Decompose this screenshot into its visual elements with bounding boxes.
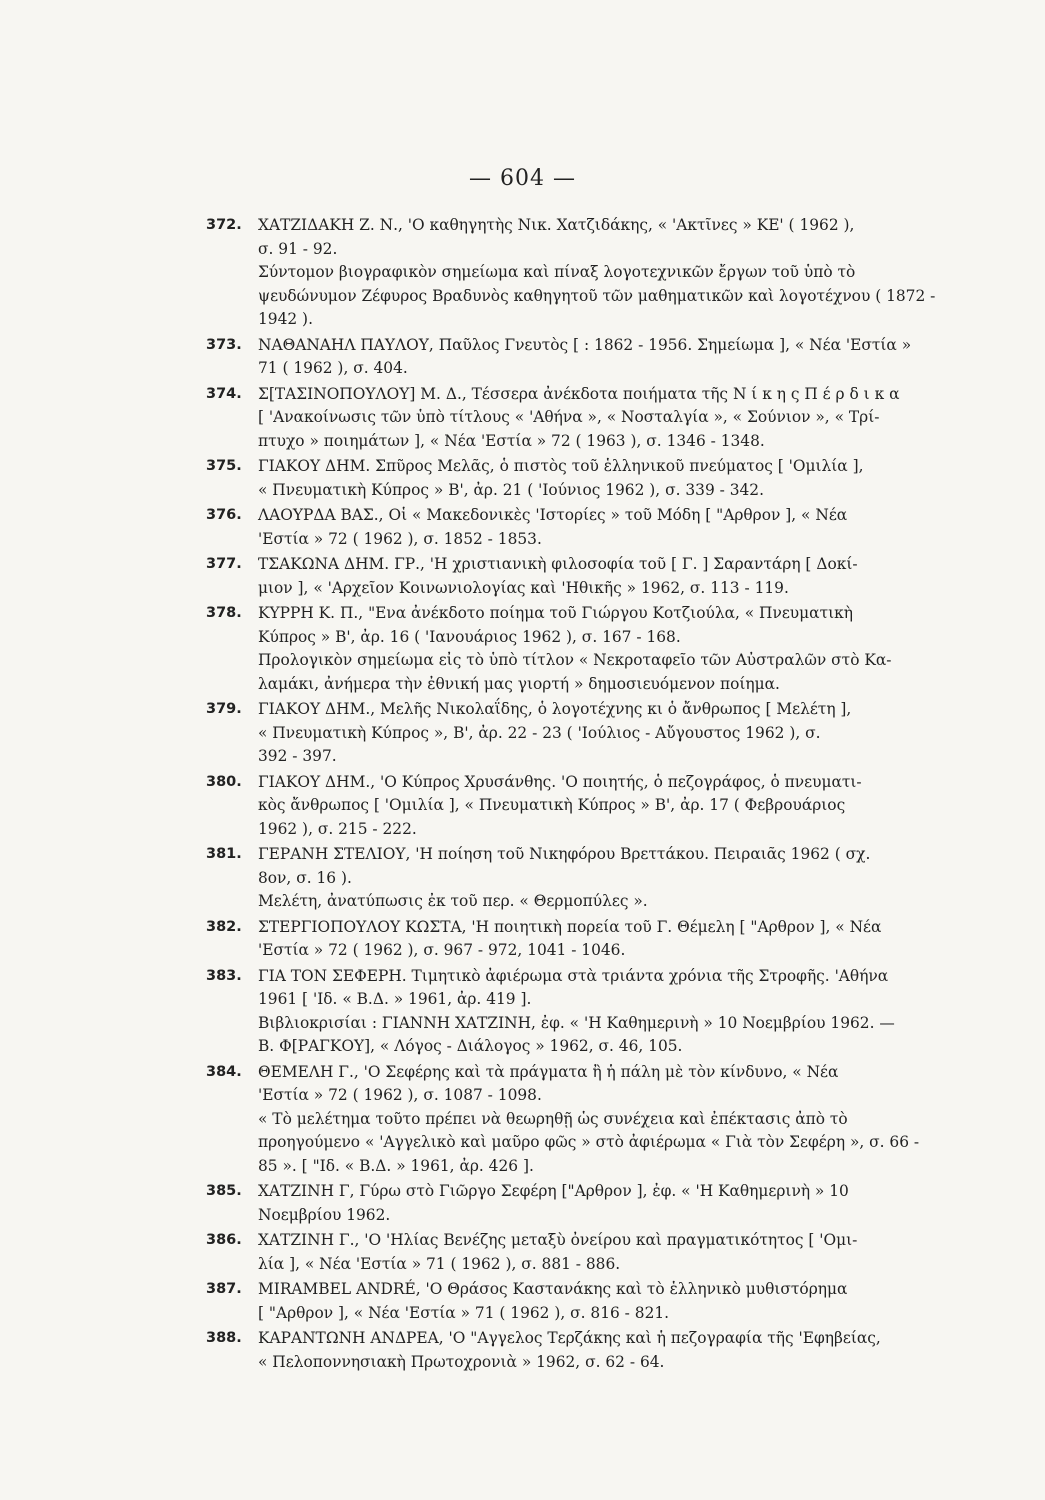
bibliography-entry: [206, 698, 928, 769]
entry-number: 375.: [206, 458, 242, 474]
bibliography-entry: [206, 843, 928, 914]
bibliography-list: [206, 214, 936, 1376]
entry-text-line: ΧΑΤΖΙΔΑΚΗ Ζ. Ν., 'Ο καθηγητὴς Νικ. Χατζιδάκης, « 'Ακτῖνες » ΚΕ' ( 1962 ),: [258, 216, 855, 234]
entry-text-line: ΛΑΟΥΡΔΑ ΒΑΣ., Οἱ « Μακεδονικὲς 'Ιστορίες » τοῦ Μόδη [ "Αρθρον ], « Νέα: [258, 506, 848, 524]
entry-text-line: μιον ], « 'Αρχεῖον Κοινωνιολογίας καὶ 'Ηθικῆς » 1962, σ. 113 - 119.: [258, 578, 789, 597]
entry-text-line: ΓΙΑ ΤΟΝ ΣΕΦΕΡΗ. Τιμητικὸ ἀφιέρωμα στὰ τριάντα χρόνια τῆς Στροφῆς. 'Αθήνα: [258, 966, 889, 985]
entry-text-line: σ. 91 - 92.: [258, 239, 338, 258]
entry-text-line: ΚΥΡΡΗ Κ. Π., "Ενα ἀνέκδοτο ποίημα τοῦ Γιώργου Κοτζιούλα, « Πνευματικὴ: [258, 604, 853, 622]
bibliography-entry: [206, 916, 928, 963]
bibliography-entry: [206, 602, 928, 696]
entry-number: 372.: [206, 217, 242, 233]
bibliography-entry: [206, 455, 928, 502]
bibliography-entry: [206, 214, 936, 332]
entry-text-line: MIRAMBEL ANDRÉ, 'Ο Θράσος Καστανάκης καὶ τὸ ἑλληνικὸ μυθιστόρημα: [258, 1280, 848, 1298]
entry-text-line: Σύντομον βιογραφικὸν σημείωμα καὶ πίναξ λογοτεχνικῶν ἔργων τοῦ ὑπὸ τὸ: [258, 263, 856, 281]
page-number: — 604 —: [469, 166, 576, 191]
entry-text-line: λαμάκι, ἀνήμερα τὴν ἐθνική μας γιορτή » δημοσιευόμενον ποίημα.: [258, 674, 780, 693]
entry-text-line: « Πνευματικὴ Κύπρος », Β', ἀρ. 22 - 23 ( 'Ιούλιος - Αὔγουστος 1962 ), σ.: [258, 723, 821, 742]
entry-text-line: [ 'Ανακοίνωσις τῶν ὑπὸ τίτλους « 'Αθήνα », « Νοσταλγία », « Σούνιον », « Τρί-: [258, 408, 880, 426]
entry-text-line: πτυχο » ποιημάτων ], « Νέα 'Εστία » 72 ( 1963 ), σ. 1346 - 1348.: [258, 431, 765, 450]
entry-text-line: 1961 [ 'Ιδ. « Β.Δ. » 1961, ἀρ. 419 ].: [258, 990, 532, 1008]
entry-number: 380.: [206, 773, 242, 790]
entry-text-line: ΓΙΑΚΟΥ ΔΗΜ. Σπῦρος Μελᾶς, ὁ πιστὸς τοῦ ἑλληνικοῦ πνεύματος [ 'Ομιλία ],: [258, 457, 864, 475]
bibliography-entry: [206, 504, 928, 551]
bibliography-entry: [206, 553, 928, 600]
entry-number: 373.: [206, 336, 242, 353]
entry-number: 388.: [206, 1330, 242, 1346]
entry-text-line: ΓΕΡΑΝΗ ΣΤΕΛΙΟΥ, 'Η ποίηση τοῦ Νικηφόρου Βρεττάκου. Πειραιᾶς 1962 ( σχ.: [258, 845, 871, 863]
bibliography-entry: [206, 1061, 928, 1179]
bibliography-entry: [206, 965, 928, 1059]
entry-number: 378.: [206, 605, 242, 621]
entry-text-line: [ "Αρθρον ], « Νέα 'Εστία » 71 ( 1962 ), σ. 816 - 821.: [258, 1303, 670, 1322]
bibliography-entry: [206, 383, 928, 454]
entry-text-line: 'Εστία » 72 ( 1962 ), σ. 967 - 972, 1041 - 1046.: [258, 941, 626, 959]
entry-number: 387.: [206, 1281, 242, 1297]
bibliography-entry: [206, 334, 928, 381]
entry-text-line: ΧΑΤΖΙΝΗ Γ, Γύρω στὸ Γιῶργο Σεφέρη ["Αρθρον ], ἐφ. « 'Η Καθημερινὴ » 10: [258, 1182, 849, 1200]
entry-number: 385.: [206, 1183, 242, 1199]
entry-text-line: 8ον, σ. 16 ).: [258, 868, 352, 887]
entry-text-line: 'Εστία » 72 ( 1962 ), σ. 1087 - 1098.: [258, 1086, 542, 1104]
entry-text-line: Νοεμβρίου 1962.: [258, 1205, 391, 1224]
entry-number: 376.: [206, 507, 242, 523]
entry-text-line: 71 ( 1962 ), σ. 404.: [258, 359, 408, 377]
bibliography-entry: [206, 1278, 928, 1325]
bibliography-entry: [206, 771, 928, 842]
entry-text-line: Κύπρος » Β', ἀρ. 16 ( 'Ιανουάριος 1962 ), σ. 167 - 168.: [258, 627, 681, 646]
bibliography-entry: [206, 1229, 928, 1276]
entry-text-line: « Πνευματικὴ Κύπρος » Β', ἀρ. 21 ( 'Ιούνιος 1962 ), σ. 339 - 342.: [258, 480, 764, 499]
entry-text-line: 1962 ), σ. 215 - 222.: [258, 819, 417, 838]
entry-text-line: ΘΕΜΕΛΗ Γ., 'Ο Σεφέρης καὶ τὰ πράγματα ἢ ἡ πάλη μὲ τὸν κίνδυνο, « Νέα: [258, 1062, 839, 1081]
entry-number: 379.: [206, 701, 242, 717]
entry-text-line: 85 ». [ "Ιδ. « Β.Δ. » 1961, ἀρ. 426 ].: [258, 1156, 534, 1175]
entry-number: 384.: [206, 1063, 242, 1080]
entry-text-line: ψευδώνυμον Ζέφυρος Βραδυνὸς καθηγητοῦ τῶν μαθηματικῶν καὶ λογοτέχνου ( 1872 -: [258, 286, 936, 305]
entry-text-line: 392 - 397.: [258, 747, 337, 765]
entry-text-line: Μελέτη, ἀνατύπωσις ἐκ τοῦ περ. « Θερμοπύλες ».: [258, 892, 648, 910]
entry-text-line: κὸς ἄνθρωπος [ 'Ομιλία ], « Πνευματικὴ Κύπρος » Β', ἀρ. 17 ( Φεβρουάριος: [258, 796, 846, 814]
entry-number: 374.: [206, 385, 242, 402]
entry-text-line: Β. Φ[ΡΑΓΚΟΥ], « Λόγος - Διάλογος » 1962, σ. 46, 105.: [258, 1037, 683, 1055]
entry-text-line: 1942 ).: [258, 310, 313, 328]
entry-text-line: « Πελοποννησιακὴ Πρωτοχρονιὰ » 1962, σ. 62 - 64.: [258, 1352, 665, 1371]
entry-text-line: ΣΤΕΡΓΙΟΠΟΥΛΟΥ ΚΩΣΤΑ, 'Η ποιητικὴ πορεία τοῦ Γ. Θέμελη [ "Αρθρον ], « Νέα: [258, 917, 882, 936]
entry-number: 383.: [206, 967, 242, 984]
entry-text-line: Βιβλιοκρισίαι : ΓΙΑΝΝΗ ΧΑΤΖΙΝΗ, ἐφ. « 'Η Καθημερινὴ » 10 Νοεμβρίου 1962. —: [258, 1013, 895, 1032]
entry-number: 382.: [206, 918, 242, 935]
entry-text-line: 'Εστία » 72 ( 1962 ), σ. 1852 - 1853.: [258, 529, 542, 548]
entry-text-line: Σ[ΤΑΣΙΝΟΠΟΥΛΟΥ] Μ. Δ., Τέσσερα ἀνέκδοτα ποιήματα τῆς Ν ί κ η ς Π έ ρ δ ι κ α: [258, 384, 900, 403]
entry-text-line: ΝΑΘΑΝΑΗΛ ΠΑΥΛΟΥ, Παῦλος Γνευτὸς [ : 1862 - 1956. Σημείωμα ], « Νέα 'Εστία »: [258, 335, 912, 354]
entry-text-line: ΧΑΤΖΙΝΗ Γ., 'Ο 'Ηλίας Βενέζης μεταξὺ ὀνείρου καὶ πραγματικότητος [ 'Ομι-: [258, 1231, 858, 1249]
entry-text-line: ΓΙΑΚΟΥ ΔΗΜ., 'Ο Κύπρος Χρυσάνθης. 'Ο ποιητής, ὁ πεζογράφος, ὁ πνευματι-: [258, 772, 862, 791]
bibliography-entry: [206, 1327, 928, 1374]
entry-text-line: ΓΙΑΚΟΥ ΔΗΜ., Μελῆς Νικολαΐδης, ὁ λογοτέχνης κι ὁ ἄνθρωπος [ Μελέτη ],: [258, 700, 852, 718]
entry-text-line: προηγούμενο « 'Αγγελικὸ καὶ μαῦρο φῶς » στὸ ἀφιέρωμα « Γιὰ τὸν Σεφέρη », σ. 66 -: [258, 1133, 920, 1151]
entry-text-line: « Τὸ μελέτημα τοῦτο πρέπει νὰ θεωρηθῇ ὡς συνέχεια καὶ ἐπέκτασις ἀπὸ τὸ: [258, 1109, 848, 1128]
entry-number: 386.: [206, 1232, 242, 1248]
entry-text-line: Προλογικὸν σημείωμα εἰς τὸ ὑπὸ τίτλον « Νεκροταφεῖο τῶν Αὐστραλῶν στὸ Κα-: [258, 651, 892, 669]
entry-text-line: ΚΑΡΑΝΤΩΝΗ ΑΝΔΡΕΑ, 'Ο "Αγγελος Τερζάκης καὶ ἡ πεζογραφία τῆς 'Εφηβείας,: [258, 1329, 881, 1347]
entry-text-line: ΤΣΑΚΩΝΑ ΔΗΜ. ΓΡ., 'Η χριστιανικὴ φιλοσοφία τοῦ [ Γ. ] Σαραντάρη [ Δοκί-: [258, 555, 858, 573]
entry-number: 377.: [206, 556, 242, 572]
entry-text-line: λία ], « Νέα 'Εστία » 71 ( 1962 ), σ. 881 - 886.: [258, 1254, 621, 1273]
bibliography-entry: [206, 1180, 928, 1227]
entry-number: 381.: [206, 846, 242, 862]
